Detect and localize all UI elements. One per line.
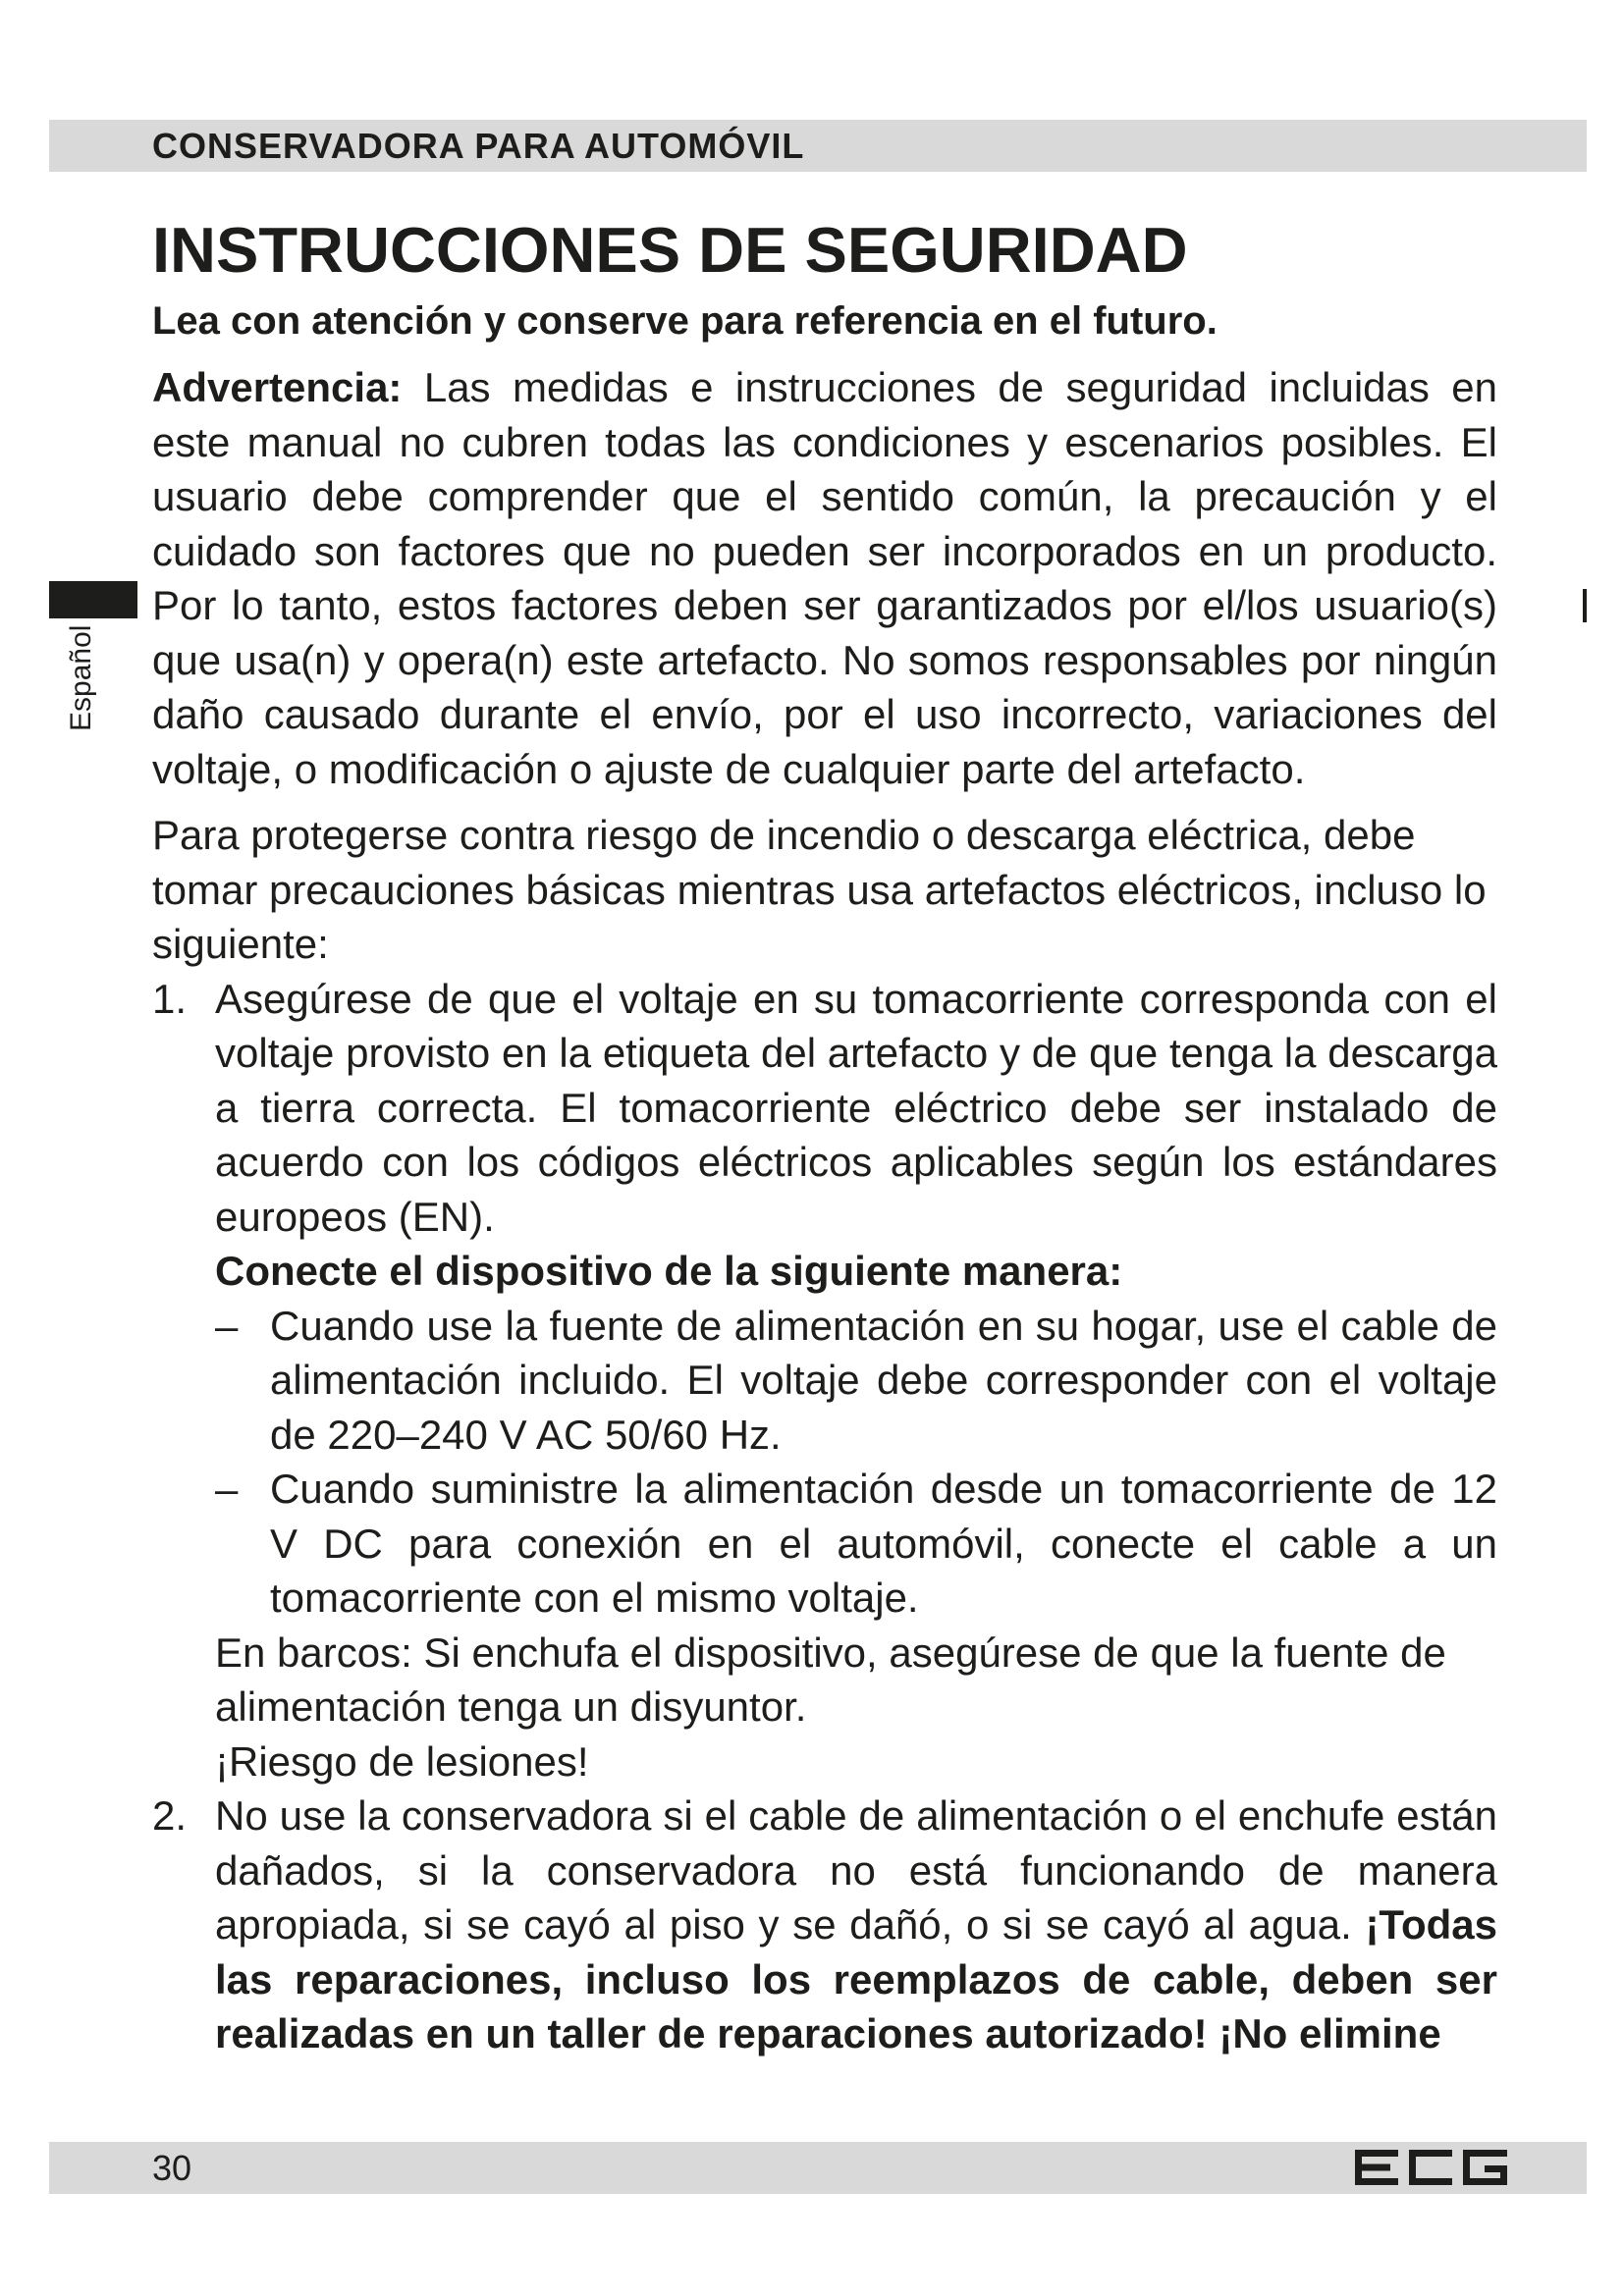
language-label: Español	[65, 624, 97, 731]
item-text	[215, 1789, 1497, 2061]
boats-note: En barcos: Si enchufa el dispositivo, asegúrese de que la fuente de alimentación tenga un disyuntor.	[215, 1629, 1446, 1730]
page-title: INSTRUCCIONES DE SEGURIDAD	[152, 214, 1188, 286]
language-tab-marker	[49, 581, 137, 618]
bullet-item	[215, 1299, 1497, 1463]
dash-marker: –	[215, 1302, 239, 1349]
bullet-item	[215, 1462, 1497, 1626]
risk-note: ¡Riesgo de lesiones!	[215, 1737, 589, 1785]
header-band	[49, 120, 1587, 172]
warning-paragraph	[152, 360, 1497, 796]
item-number: 2.	[152, 1792, 188, 1839]
page-content	[152, 211, 1497, 2061]
page-subtitle: Lea con atención y conserve para referencia en el futuro.	[152, 299, 1218, 343]
item-text-regular: No use la conservadora si el cable de alimentación o el enchufe están dañados, si la conservadora no está funcionando de manera apropiada, si se cayó al piso y se dañó, o si se cayó al agua.	[215, 1792, 1497, 1948]
ecg-logo	[1355, 2150, 1512, 2185]
header-title: CONSERVADORA PARA AUTOMÓVIL	[152, 126, 805, 166]
bullet-text: Cuando use la fuente de alimentación en su hogar, use el cable de alimentación incluido. El voltaje debe corresponder con el voltaje de 220–240 V AC 50/60 Hz.	[270, 1302, 1497, 1458]
crop-mark	[1583, 589, 1587, 622]
intro-paragraph: Para protegerse contra riesgo de incendio o descarga eléctrica, debe tomar precauciones básicas mientras usa artefactos eléctricos, incluso lo siguiente:	[152, 812, 1487, 967]
item-text-bold: ¡Todas las reparaciones, incluso los reemplazos de cable, deben ser realizadas en un taller de reparaciones autorizado! ¡No elimine	[215, 1901, 1497, 2056]
item-text: Asegúrese de que el voltaje en su tomacorriente corresponda con el voltaje provisto en la etiqueta del artefacto y de que tenga la descarga a tierra correcta. El tomacorriente eléctrico debe ser instalado de acuerdo con los códigos eléctricos aplicables según los estándares europeos (EN).	[215, 975, 1497, 1240]
warning-text: Las medidas e instrucciones de seguridad incluidas en este manual no cubren todas las condiciones y escenarios posibles. El usuario debe comprender que el sentido común, la precaución y el cuidado son factores que no pueden ser incorporados en un producto. Por lo tanto, estos factores deben ser garantizados por el/los usuario(s) que usa(n) y opera(n) este artefacto. No somos responsables por ningún daño causado durante el envío, por el uso incorrecto, variaciones del voltaje, o modificación o ajuste de cualquier parte del artefacto.	[152, 364, 1497, 792]
connect-heading: Conecte el dispositivo de la siguiente manera:	[215, 1248, 1123, 1294]
page-number: 30	[152, 2148, 192, 2188]
safety-item-1	[152, 972, 1497, 1789]
warning-label: Advertencia:	[152, 364, 403, 410]
dash-marker: –	[215, 1466, 239, 1512]
safety-item-2	[152, 1789, 1497, 2061]
item-number: 1.	[152, 975, 188, 1022]
footer-band	[49, 2142, 1587, 2194]
bullet-text: Cuando suministre la alimentación desde un tomacorriente de 12 V DC para conexión en el automóvil, conecte el cable a un tomacorriente con el mismo voltaje.	[270, 1466, 1497, 1621]
